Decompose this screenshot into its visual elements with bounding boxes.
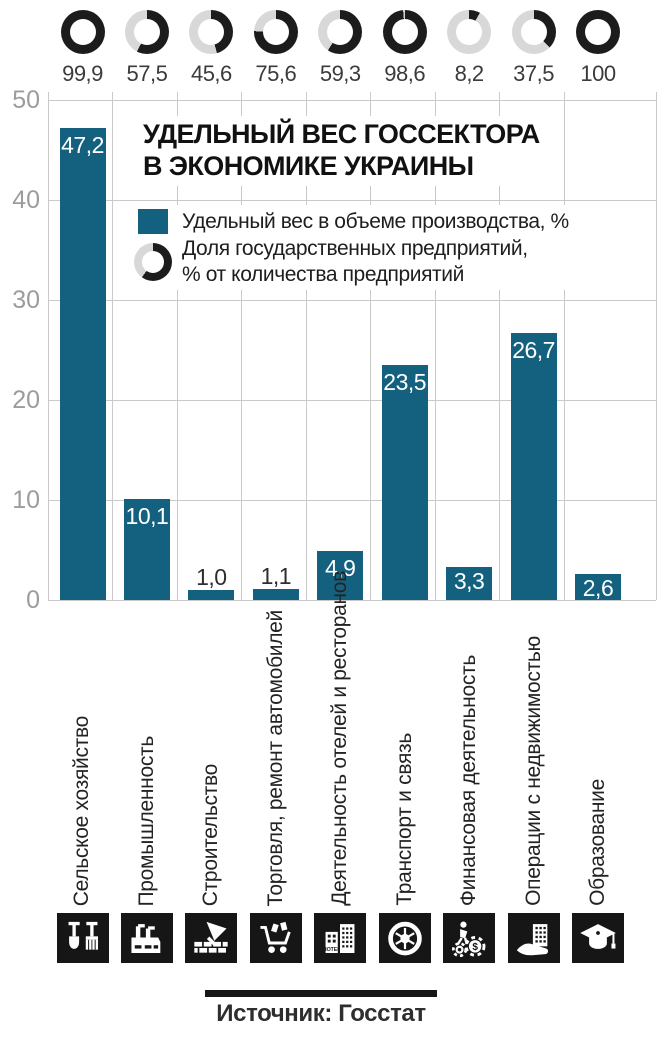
chart-title-line2: В ЭКОНОМИКЕ УКРАИНЫ — [143, 151, 474, 181]
construction-icon — [185, 913, 237, 963]
bar — [382, 365, 428, 600]
category-column — [437, 612, 501, 906]
donut-5-hole — [392, 19, 418, 45]
donut-6-hole — [456, 19, 482, 45]
donut-4-hole — [327, 19, 353, 45]
finance-gears-icon-glyph — [449, 919, 489, 957]
finance-gears-icon — [443, 913, 495, 963]
agriculture-icon-glyph — [63, 919, 103, 957]
category-label: Транспорт и связь — [392, 733, 416, 906]
donut-6 — [447, 10, 491, 54]
donut-value-label: 75,6 — [255, 61, 297, 86]
grid-tick — [564, 92, 565, 100]
y-axis-tick-label: 50 — [12, 86, 40, 114]
real-estate-hand-icon-glyph — [514, 919, 554, 957]
donut-7-hole — [521, 19, 547, 45]
vertical-gridline — [112, 100, 113, 600]
donut-value-label: 98,6 — [384, 61, 426, 86]
bar — [253, 563, 299, 600]
legend-row-donut — [132, 236, 569, 288]
y-axis-tick-label: 30 — [12, 286, 40, 314]
real-estate-hand-icon — [508, 913, 560, 963]
donut-0 — [61, 10, 105, 54]
donut-0-hole — [70, 19, 96, 45]
donut-1-hole — [134, 19, 160, 45]
y-axis-tick-label: 40 — [12, 186, 40, 214]
horizontal-gridline — [48, 200, 656, 201]
grid-tick — [112, 92, 113, 100]
category-column — [50, 612, 114, 906]
y-axis-tick-label: 0 — [26, 586, 40, 614]
category-column — [372, 612, 436, 906]
y-axis-tick-label: 20 — [12, 386, 40, 414]
donut-8-hole — [585, 19, 611, 45]
grid-tick — [177, 92, 178, 100]
donut-series-label — [182, 236, 528, 288]
donut-7 — [512, 10, 556, 54]
bar — [124, 499, 170, 600]
legend-donut — [134, 243, 172, 281]
donut-1 — [125, 10, 169, 54]
horizontal-gridline — [48, 300, 656, 301]
donut-5 — [383, 10, 427, 54]
legend — [130, 205, 575, 290]
grid-tick — [306, 92, 307, 100]
bar-value-label: 4,9 — [325, 555, 356, 581]
donut-2-hole — [198, 19, 224, 45]
grid-tick — [499, 92, 500, 100]
source-rule — [205, 990, 437, 997]
grid-tick — [656, 92, 657, 100]
svg-text:$: $ — [472, 941, 479, 953]
hotel-icon-glyph — [320, 919, 360, 957]
chart-title-line1: УДЕЛЬНЫЙ ВЕС ГОССЕКТОРА — [143, 119, 540, 149]
source-label: Источник: Госстат — [216, 1000, 426, 1027]
donut-8 — [576, 10, 620, 54]
legend-row-bar — [132, 207, 569, 236]
bar-series-label: Удельный вес в объеме производства, % — [182, 209, 569, 233]
donut-value-label: 37,5 — [513, 61, 554, 86]
graduation-cap-icon-glyph — [578, 919, 618, 957]
category-column — [115, 612, 179, 906]
category-label: Сельское хозяйство — [70, 715, 94, 906]
grid-tick — [370, 92, 371, 100]
grid-tick — [241, 92, 242, 100]
bar-value-label: 47,2 — [61, 132, 104, 158]
donut-value-label: 45,6 — [190, 61, 232, 86]
donut-3-hole — [263, 19, 289, 45]
donut-value-label: 100 — [580, 61, 616, 86]
wheel-icon — [379, 913, 431, 963]
category-label: Строительство — [199, 763, 223, 906]
legend-donut-hole — [142, 251, 164, 273]
category-label: Торговля, ремонт автомобилей — [263, 609, 287, 906]
category-column — [566, 612, 630, 906]
wheel-icon-glyph — [385, 919, 425, 957]
category-label: Промышленность — [134, 735, 158, 906]
bar-value-label: 23,5 — [383, 369, 427, 395]
shopping-cart-icon-glyph — [256, 919, 296, 957]
vertical-gridline — [48, 100, 49, 600]
bar-value-label: 1,1 — [260, 563, 292, 589]
horizontal-gridline — [48, 100, 656, 101]
donut-4 — [318, 10, 362, 54]
bar-value-label: 1,0 — [196, 564, 227, 590]
donut-value-label: 57,5 — [126, 61, 168, 86]
category-label: Операции с недвижимостью — [521, 636, 545, 906]
bar — [188, 564, 234, 600]
factory-icon-glyph — [127, 919, 167, 957]
agriculture-icon — [57, 913, 109, 963]
graduation-cap-icon — [572, 913, 624, 963]
svg-text:HOTEL: HOTEL — [323, 946, 341, 953]
bar-value-label: 3,3 — [453, 568, 485, 594]
donut-series-swatch — [134, 243, 172, 281]
factory-icon — [121, 913, 173, 963]
category-label: Образование — [586, 779, 610, 906]
horizontal-gridline — [48, 600, 656, 601]
donut-2 — [189, 10, 233, 54]
category-column — [308, 571, 372, 906]
category-column — [244, 609, 308, 906]
category-column — [179, 612, 243, 906]
bar — [60, 128, 106, 600]
donut-value-label: 59,3 — [319, 61, 361, 86]
horizontal-gridline — [48, 400, 656, 401]
vertical-gridline — [656, 100, 657, 600]
hotel-icon — [314, 913, 366, 963]
bar-value-label: 26,7 — [512, 337, 555, 363]
bar — [446, 567, 492, 600]
grid-tick — [435, 92, 436, 100]
grid-tick — [48, 92, 49, 100]
bar-value-label: 10,1 — [125, 503, 169, 529]
donut-value-label: 8,2 — [454, 61, 484, 86]
category-label: Деятельность отелей и ресторанов — [328, 571, 352, 906]
bar-series-swatch — [138, 209, 168, 234]
bar — [575, 574, 621, 600]
donut-3 — [254, 10, 298, 54]
donut-value-label: 99,9 — [62, 61, 103, 86]
construction-icon-glyph — [191, 919, 231, 957]
donut-series-label-line2: % от количества предприятий — [182, 263, 464, 286]
category-column — [501, 612, 565, 906]
donut-series-label-line1: Доля государственных предприятий, — [182, 237, 528, 260]
y-axis-tick-label: 10 — [12, 486, 40, 514]
category-label: Финансовая деятельность — [457, 654, 481, 906]
bar-value-label: 2,6 — [582, 575, 614, 601]
chart-title — [141, 116, 548, 186]
shopping-cart-icon — [250, 913, 302, 963]
vertical-gridline — [564, 100, 565, 600]
bar — [511, 333, 557, 600]
